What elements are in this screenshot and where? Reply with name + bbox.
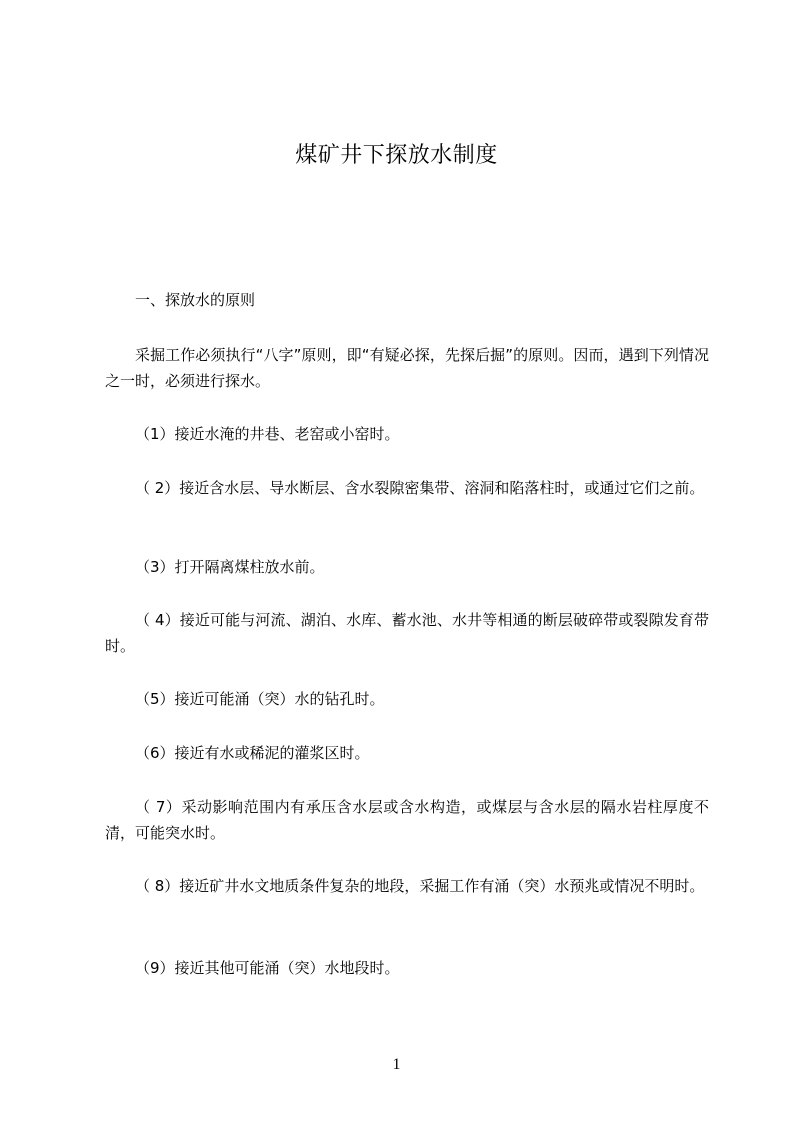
list-item: （ 4）接近可能与河流、湖泊、水库、蓄水池、水井等相通的断层破碎带或裂隙发育带时。 [105,611,709,655]
list-item: （3）打开隔离煤柱放水前。 [135,558,325,576]
list-item: （9）接近其他可能涌（突）水地段时。 [135,959,400,977]
intro-paragraph: 采掘工作必须执行“八字”原则，即“有疑必探，先探后掘”的原则。因而，遇到下列情况之一时，必须进行探水。 [105,346,709,390]
list-item: （6）接近有水或稀泥的灌浆区时。 [135,744,370,762]
list-item: （ 2）接近含水层、导水断层、含水裂隙密集带、溶洞和陷落柱时，或通过它们之前。 [135,479,705,497]
document-title: 煤矿井下探放水制度 [295,143,498,168]
list-item: （5）接近可能涌（突）水的钻孔时。 [135,690,385,708]
page-number: 1 [392,1056,401,1073]
list-item: （ 8）接近矿井水文地质条件复杂的地段，采掘工作有涌（突）水预兆或情况不明时。 [135,877,705,895]
list-item: （ 7）采动影响范围内有承压含水层或含水构造，或煤层与含水层的隔水岩柱厚度不清，可能突水时。 [105,798,709,842]
list-item: （1）接近水淹的井巷、老窑或小窑时。 [135,425,400,443]
section-heading: 一、探放水的原则 [135,291,256,309]
